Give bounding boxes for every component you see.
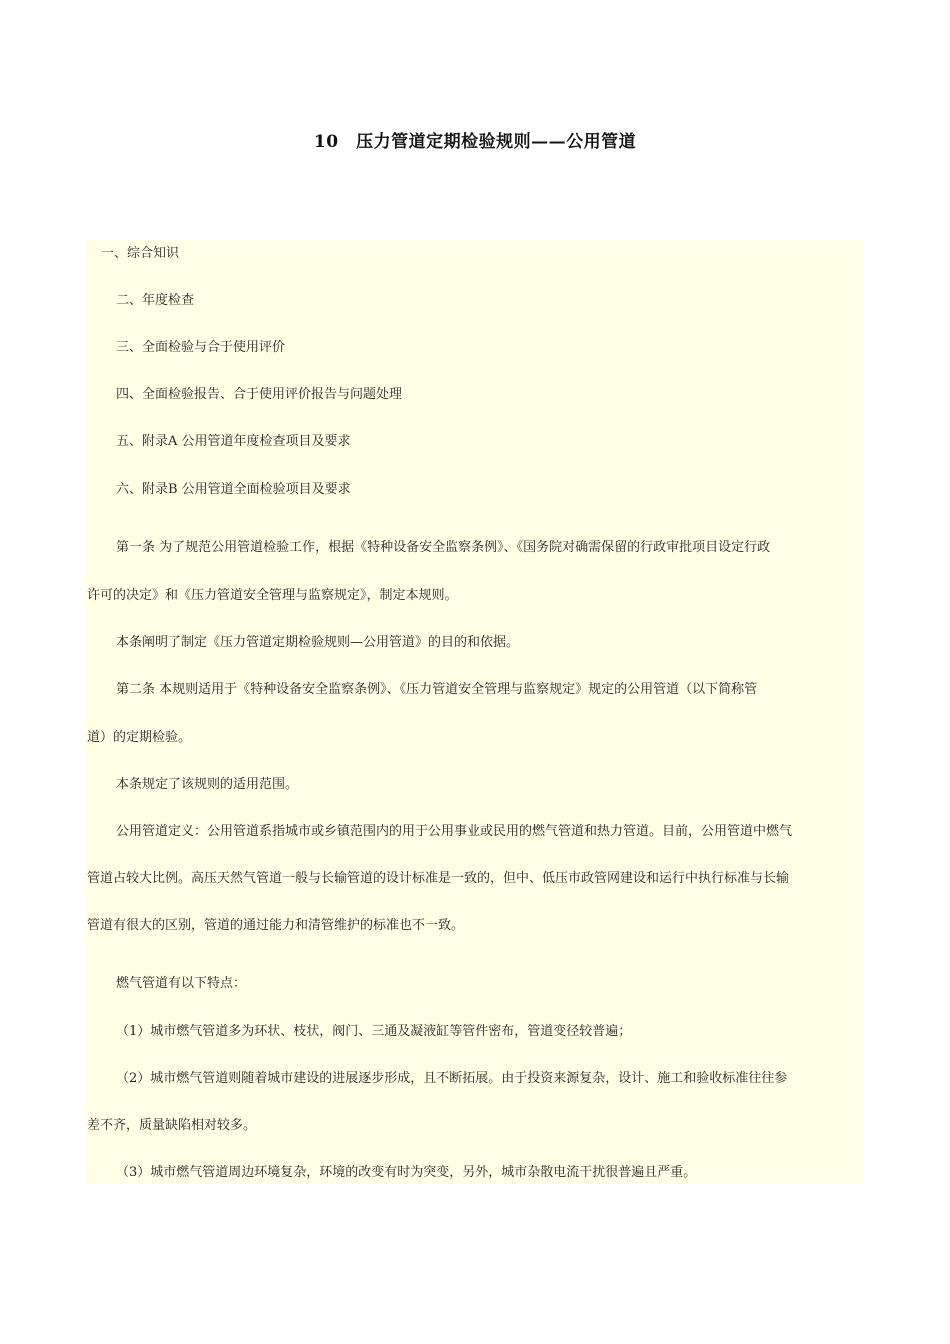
definition-line-3: 管道有很大的区别，管道的通过能力和清管维护的标准也不一致。 [87,918,465,933]
toc-item-4: 四、全面检验报告、合于使用评价报告与问题处理 [116,387,403,402]
toc-item-6: 六、附录B 公用管道全面检验项目及要求 [116,482,351,497]
article-2-line-1: 第二条 本规则适用于《特种设备安全监察条例》、《压力管道安全管理与监察规定》规定的公用管道（以下简称管 [116,682,758,697]
article-1-note: 本条阐明了制定《压力管道定期检验规则—公用管道》的目的和依据。 [116,635,520,650]
feature-item-3: （3）城市燃气管道周边环境复杂，环境的改变有时为突变，另外，城市杂散电流干扰很普遍且严重。 [116,1165,697,1180]
article-1-line-2: 许可的决定》和《压力管道安全管理与监察规定》，制定本规则。 [87,588,458,603]
article-2-note: 本条规定了该规则的适用范围。 [116,777,299,792]
toc-item-5: 五、附录A 公用管道年度检查项目及要求 [116,434,351,449]
toc-item-3: 三、全面检验与合于使用评价 [116,340,286,355]
article-1-line-1: 第一条 为了规范公用管道检验工作，根据《特种设备安全监察条例》、《国务院对确需保留的行政审批项目设定行政 [116,540,771,555]
content-highlight-box [86,240,864,1184]
definition-line-2: 管道占较大比例。高压天然气管道一般与长输管道的设计标准是一致的，但中、低压市政管网建设和运行中执行标准与长输 [87,871,790,886]
article-2-line-2: 道）的定期检验。 [87,730,192,745]
feature-item-1: （1）城市燃气管道多为环状、枝状，阀门、三通及凝液缸等管件密布，管道变径较普遍； [116,1024,632,1039]
definition-line-1: 公用管道定义：公用管道系指城市或乡镇范围内的用于公用事业或民用的燃气管道和热力管道。目前，公用管道中燃气 [116,824,793,839]
feature-item-2-line-2: 差不齐，质量缺陷相对较多。 [87,1118,257,1133]
feature-item-2-line-1: （2）城市燃气管道则随着城市建设的进展逐步形成，且不断拓展。由于投资来源复杂，设计、施工和验收标准往往参 [116,1071,788,1086]
features-heading: 燃气管道有以下特点： [116,976,247,991]
toc-item-1: 一、综合知识 [101,246,180,261]
toc-item-2: 二、年度检查 [116,293,195,308]
document-title: 10 压力管道定期检验规则——公用管道 [313,132,637,152]
